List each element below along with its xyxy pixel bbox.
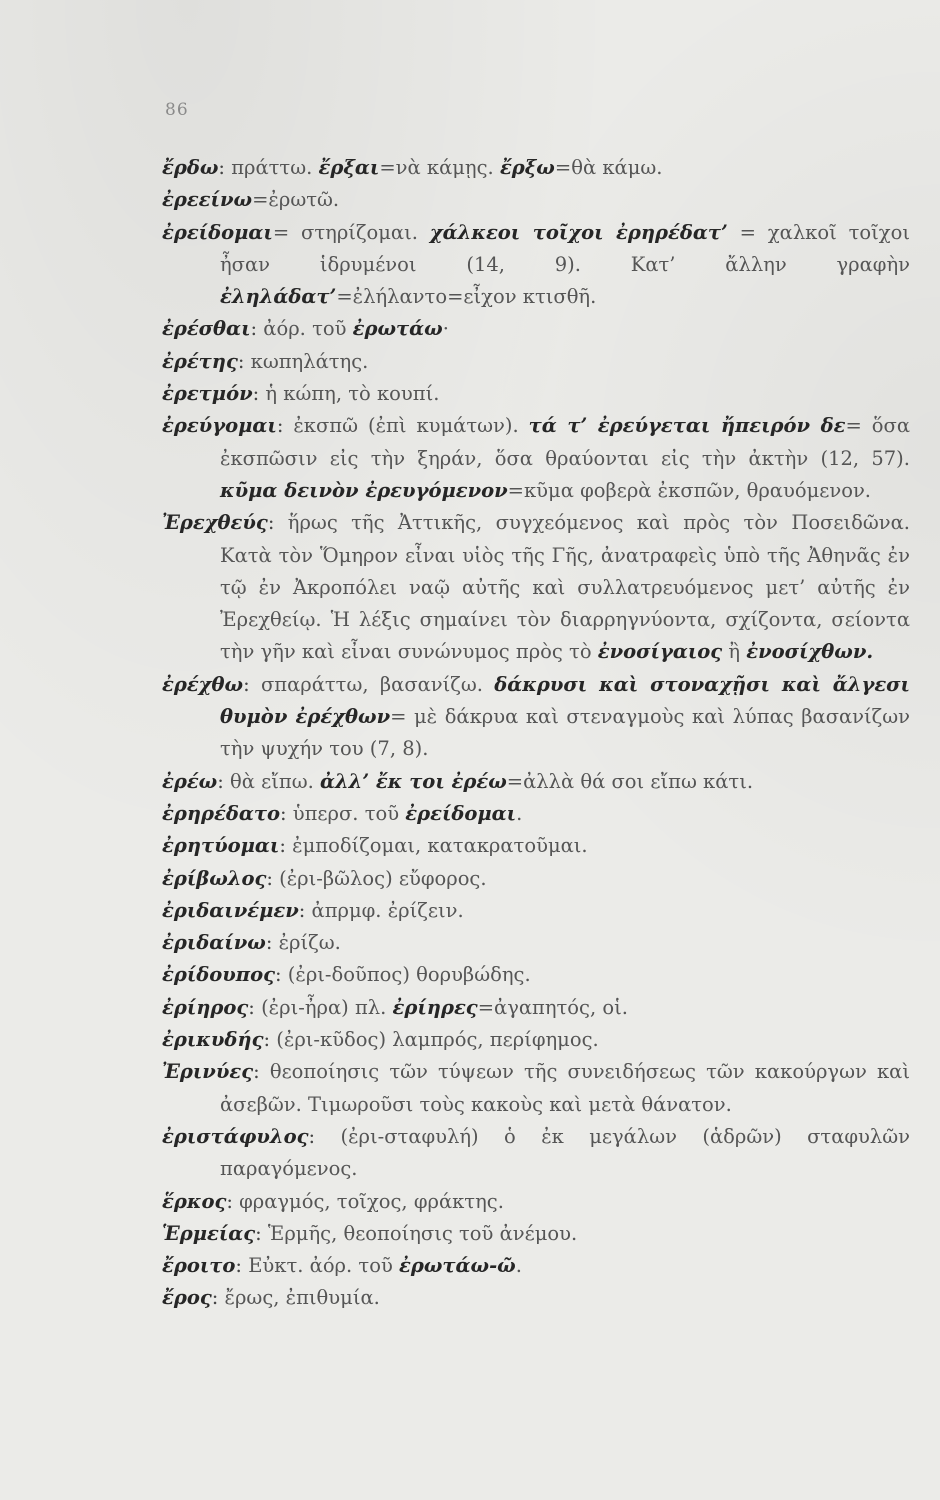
entry-quotation: τά τ’ ἐρεύγεται ἤπειρόν δε [528, 414, 846, 438]
entry-separator: : [217, 769, 231, 793]
entry-definition: ἐκσπῶ (ἐπὶ κυμάτων). [293, 414, 529, 438]
dictionary-entry [162, 1186, 910, 1218]
entry-definition: φραγμός, τοῖχος, φράκτης. [239, 1189, 504, 1213]
entry-quotation: ἐνοσίχθων. [746, 640, 874, 664]
entry-lemma: ἐριστάφυλος [162, 1124, 309, 1148]
entry-definition: =ἀγαπητός, οἱ. [477, 995, 628, 1019]
entry-lemma: Ἐρεχθεύς [162, 511, 268, 535]
dictionary-entry [162, 798, 910, 830]
entry-separator: : [248, 995, 262, 1019]
entry-definition: (ἐρι-ἦρα) πλ. [261, 995, 393, 1019]
entry-definition: = στηρίζομαι. [272, 220, 430, 244]
dictionary-entry [162, 669, 910, 766]
entry-lemma: ἐρίηρος [162, 995, 249, 1019]
entry-separator: : [263, 1028, 277, 1052]
entry-separator: : [265, 931, 279, 955]
entry-separator: : [253, 1060, 270, 1084]
entry-definition: ἔρως, ἐπιθυμία. [224, 1286, 380, 1310]
dictionary-entry [162, 378, 910, 410]
entry-definition: (ἐρι-κῦδος) λαμπρός, περίφημος. [276, 1028, 599, 1052]
dictionary-entry [162, 766, 910, 798]
dictionary-entry [162, 1056, 910, 1121]
entry-definition: ἀόρ. τοῦ [263, 317, 353, 341]
entry-quotation: ἐρείδομαι [405, 801, 517, 825]
entry-lemma: ἐρίβωλος [162, 866, 267, 890]
entry-definition: . [515, 1254, 522, 1278]
entry-separator: : [250, 317, 264, 341]
entry-quotation: ἐληλάδατ’ [220, 285, 337, 309]
entry-definition: ὑπερσ. τοῦ [292, 801, 406, 825]
entry-definition: ἀπρμφ. ἐρίζειν. [311, 898, 464, 922]
entry-definition: · [442, 317, 449, 341]
entry-definition: ἢ [722, 640, 747, 664]
entry-definition: (ἐρι-βῶλος) εὔφορος. [279, 866, 487, 890]
entry-lemma: ἐρέσθαι [162, 317, 251, 341]
entry-quotation: ἐρίηρες [392, 995, 478, 1019]
entry-separator: : [243, 672, 261, 696]
entry-lemma: ἐρηρέδατο [162, 801, 280, 825]
entry-definition: κωπηλάτης. [250, 349, 369, 373]
entry-separator: : [218, 156, 232, 179]
dictionary-entry [162, 410, 910, 507]
dictionary-entry [162, 830, 910, 862]
entry-quotation: δάκρυσι καὶ στοναχῇσι καὶ ἄλγεσι θυμὸν ἐρέχθων [220, 672, 910, 729]
entry-separator: : [308, 1124, 341, 1148]
entry-definition: = χαλκοῖ τοῖχοι ἦσαν ἱδρυμένοι (14, 9). Κατ’ ἄλλην γραφὴν [220, 220, 910, 276]
entry-definition: ἐρίζω. [278, 931, 341, 955]
entry-lemma: ἐρέχθω [162, 672, 244, 696]
entry-lemma: ἐρέτης [162, 349, 238, 373]
entry-lemma: Ἑρμείας [162, 1221, 256, 1245]
entry-lemma: Ἐρινύες [162, 1060, 254, 1084]
dictionary-entry [162, 507, 910, 668]
entry-definition: . [516, 801, 523, 825]
entry-separator: : [279, 834, 293, 858]
entry-lemma: ἐρετμόν [162, 382, 253, 406]
entry-quotation: ἐνοσίγαιος [597, 640, 723, 664]
dictionary-entry [162, 1024, 910, 1056]
entry-definition: θὰ εἴπω. [230, 769, 320, 793]
entry-separator: : [252, 382, 266, 406]
entry-lemma: ἔρος [162, 1286, 212, 1310]
entry-separator: : [226, 1189, 240, 1213]
dictionary-entry [162, 184, 910, 216]
entry-lemma: ἕρκος [162, 1189, 227, 1213]
entry-definition: Ἑρμῆς, θεοποίησις τοῦ ἀνέμου. [267, 1221, 578, 1245]
entry-lemma: ἐρητύομαι [162, 834, 280, 858]
dictionary-entry [162, 1250, 910, 1282]
entry-lemma: ἐρεείνω [162, 188, 253, 212]
entry-quotation: ἔρξω [499, 156, 555, 179]
dictionary-entry [162, 959, 910, 991]
entry-lemma: ἔρδω [162, 156, 219, 179]
entry-separator: : [237, 349, 251, 373]
entry-definition: = μὲ δάκρυα καὶ στεναγμοὺς καὶ λύπας βασανίζων τὴν ψυχήν του (7, 8). [220, 705, 910, 761]
page-number: 86 [165, 100, 189, 120]
entry-definition: σπαράττω, βασανίζω. [260, 672, 495, 696]
dictionary-entry [162, 927, 910, 959]
dictionary-entry [162, 895, 910, 927]
dictionary-entry [162, 152, 910, 184]
entry-definition: Εὐκτ. ἀόρ. τοῦ [248, 1254, 399, 1278]
entry-quotation: χάλκεοι τοῖχοι ἐρηρέδατ’ [429, 220, 728, 244]
entry-definition: = ὅσα ἐκσπῶσιν εἰς τὴν ξηράν, ὅσα θραύονται εἰς τὴν ἀκτὴν (12, 57). [220, 414, 910, 470]
entry-definition: πράττω. [231, 156, 319, 179]
entry-separator: : [274, 963, 288, 987]
entry-definition: (ἐρι-δοῦπος) θορυβώδης. [287, 963, 531, 987]
entry-lemma: ἐρέω [162, 769, 218, 793]
entry-definition: =κῦμα φοβερὰ ἐκσπῶν, θραυόμενον. [507, 478, 871, 502]
dictionary-entry [162, 217, 910, 314]
entry-definition: ἡ κώπη, τὸ κουπί. [265, 382, 440, 406]
entry-quotation: κῦμα δεινὸν ἐρευγόμενον [220, 478, 508, 502]
entry-definition: (ἐρι-σταφυλή) ὁ ἐκ μεγάλων (ἁδρῶν) σταφυλῶν παραγόμενος. [220, 1124, 910, 1181]
entry-definition: ἥρως τῆς Ἀττικῆς, συγχεόμενος καὶ πρὸς τὸν Ποσειδῶνα. Κατὰ τὸν Ὅμηρον εἶναι υἱὸς τῆς Γῆς, ἀνατραφεὶς ὑπὸ τῆς Ἀθηνᾶς ἐν τῷ ἐν Ἀκροπόλει ναῷ αὐτῆς καὶ συλλατρευόμενος μετ’ αὐτῆς ἐν Ἐρεχθείῳ. Ἡ λέξις σημαίνει τὸν διαρρηγνύοντα, σχίζοντα, σείοντα τὴν γῆν καὶ εἶναι συνώνυμος πρὸς τὸ [220, 511, 910, 664]
entry-separator: : [279, 801, 293, 825]
entry-quotation: ἐρωτάω [352, 317, 443, 341]
entry-lemma: ἐριδαινέμεν [162, 898, 299, 922]
entry-definition: =θὰ κάμω. [554, 156, 663, 179]
entry-lemma: ἐρίδουπος [162, 963, 275, 987]
entry-separator: : [211, 1286, 225, 1310]
entry-separator: : [255, 1221, 268, 1245]
entry-definition: θεοποίησις τῶν τύψεων τῆς συνειδήσεως τῶν κακούργων καὶ ἀσεβῶν. Τιμωροῦσι τοὺς κακοὺς καὶ μετὰ θάνατον. [220, 1060, 910, 1116]
entry-definition: =νὰ κάμῃς. [379, 156, 500, 179]
entry-quotation: ἀλλ’ ἔκ τοι ἐρέω [320, 769, 507, 793]
dictionary-entry [162, 313, 910, 345]
entry-lemma: ἐρεύγομαι [162, 414, 277, 438]
entry-definition: =ἐλήλαντο=εἶχον κτισθῆ. [336, 285, 597, 309]
entry-separator: : [298, 898, 312, 922]
dictionary-entry [162, 863, 910, 895]
entry-quotation: ἐρωτάω-ῶ [399, 1254, 516, 1278]
entry-lemma: ἐρείδομαι [162, 220, 273, 244]
entry-separator: : [276, 414, 294, 438]
dictionary-entry [162, 992, 910, 1024]
dictionary-entry [162, 1282, 910, 1314]
entry-separator: : [235, 1254, 249, 1278]
entry-separator: : [266, 866, 280, 890]
entry-list [162, 152, 910, 1315]
entry-lemma: ἐρικυδής [162, 1028, 264, 1052]
dictionary-entry [162, 1121, 910, 1186]
entry-definition: =ἐρωτῶ. [252, 188, 340, 212]
entry-lemma: ἔροιτο [162, 1254, 236, 1278]
entry-lemma: ἐριδαίνω [162, 931, 266, 955]
dictionary-entry [162, 1218, 910, 1250]
entry-quotation: ἔρξαι [318, 156, 380, 179]
entry-separator: : [267, 511, 288, 535]
entry-definition: ἐμποδίζομαι, κατακρατοῦμαι. [292, 834, 588, 858]
dictionary-entry [162, 346, 910, 378]
entry-definition: =ἀλλὰ θά σοι εἴπω κάτι. [506, 769, 754, 793]
